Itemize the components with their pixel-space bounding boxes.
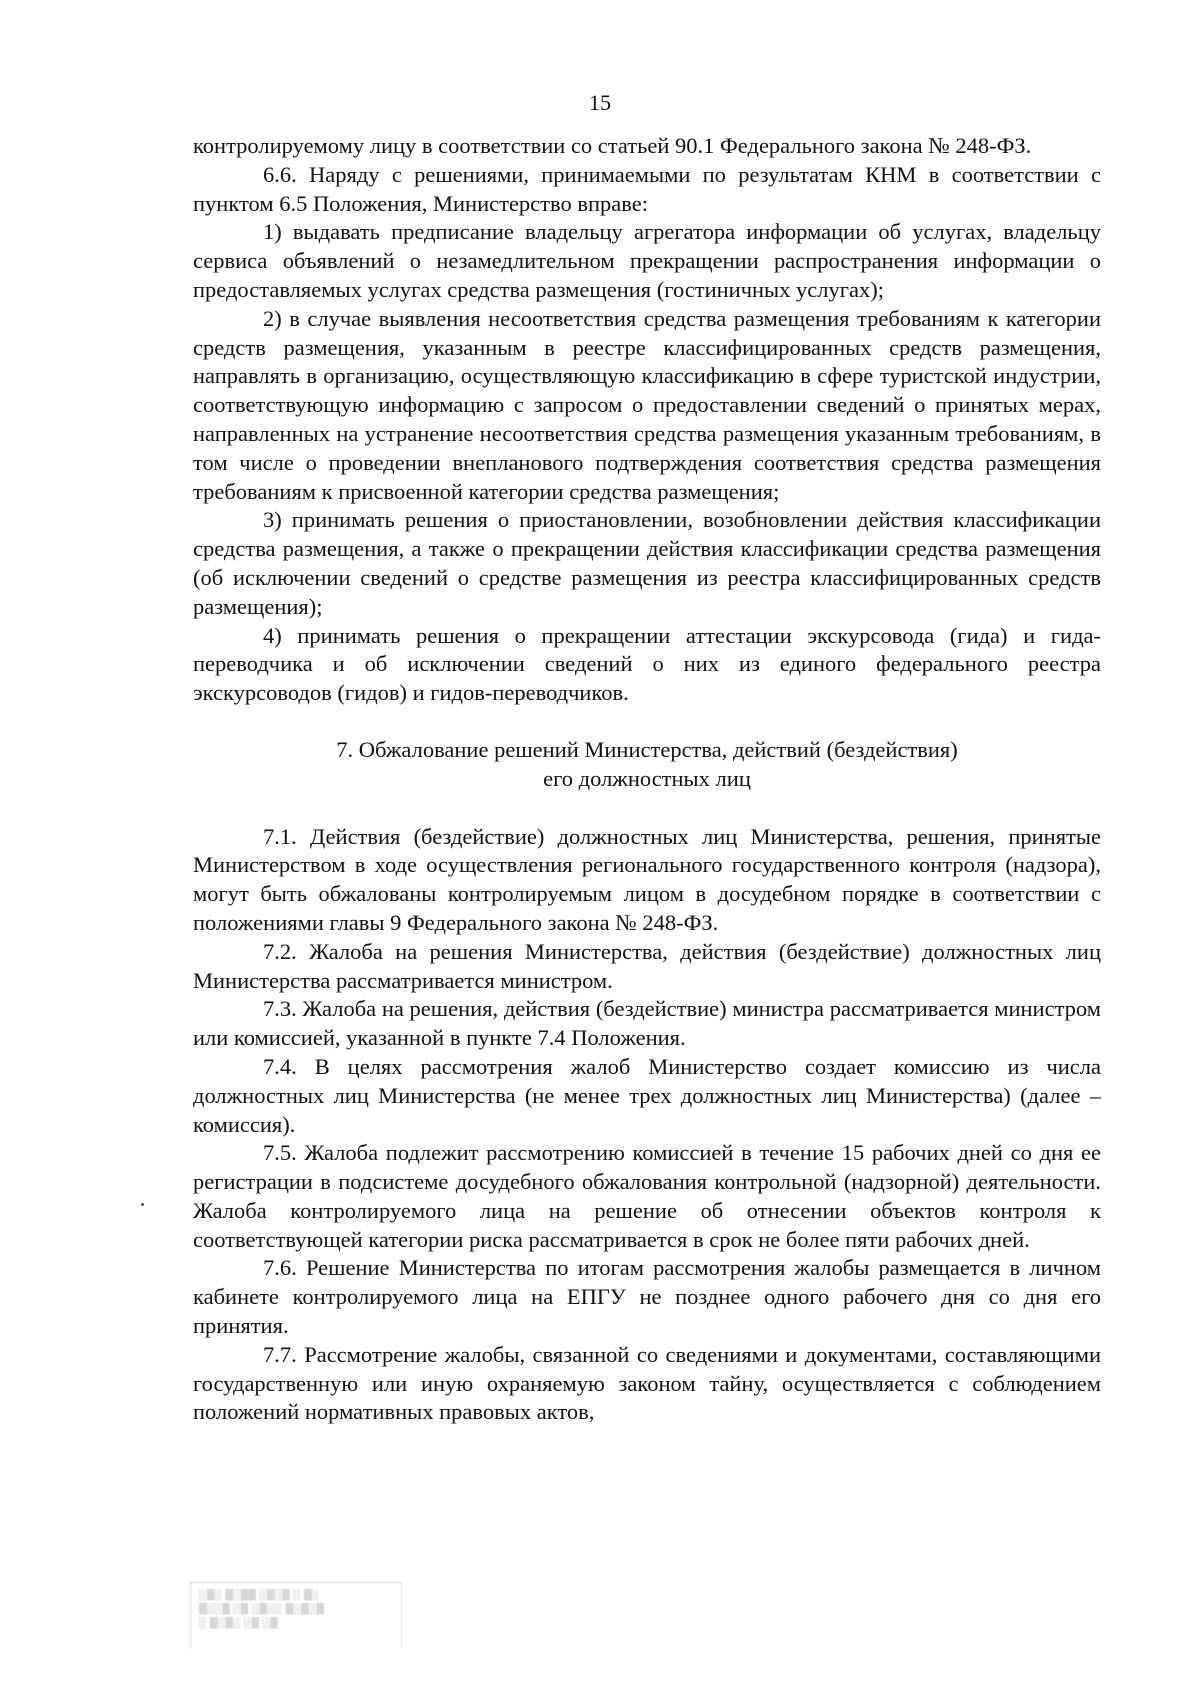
- list-item-1: 1) выдавать предписание владельцу агрегатора информации об услугах, владельцу сервиса объявлений о незамедлительном прекращении распространения информации о предоставляемых услугах средства размещения (гостиничных услугах);: [193, 219, 1101, 302]
- paragraph-7-4: 7.4. В целях рассмотрения жалоб Министерство создает комиссию из числа должностных лиц Министерства (не менее трех должностных лиц Министерства) (далее – комиссия).: [193, 1053, 1101, 1137]
- faded-stamp-line: ░▒░ ▒░▒▒ ░▒░▒ ░ ▒░: [199, 1590, 320, 1601]
- faded-stamp-line: ░ ▒░▒░ ░▒ ░▒: [199, 1618, 278, 1629]
- page-number: 15: [589, 90, 611, 115]
- paragraph-7-1: 7.1. Действия (бездействие) должностных лиц Министерства, решения, принятые Министерством в ходе осуществления регионального государственного контроля (надзора), могут быть обжалованы контролируемым лицом в досудебном порядке в соответствии с положениями главы 9 Федерального закона № 248-ФЗ.: [193, 823, 1101, 935]
- list-item-4: 4) принимать решения о прекращении аттестации экскурсовода (гида) и гида-переводчика и об исключении сведений о них из единого федерального реестра экскурсоводов (гидов) и гидов-переводчиков.: [193, 622, 1101, 706]
- paragraph-6-6: 6.6. Наряду с решениями, принимаемыми по результатам КНМ в соответствии с пунктом 6.5 Положения, Министерство вправе:: [193, 161, 1101, 216]
- paragraph-7-2: 7.2. Жалоба на решения Министерства, действия (бездействие) должностных лиц Министерства рассматривается министром.: [193, 938, 1101, 993]
- paragraph-continuation: контролируемому лицу в соответствии со статьей 90.1 Федерального закона № 248-ФЗ.: [193, 133, 1032, 158]
- paragraph-7-3: 7.3. Жалоба на решения, действия (бездействие) министра рассматривается министром или комиссией, указанной в пункте 7.4 Положения.: [193, 996, 1101, 1051]
- list-item-3: 3) принимать решения о приостановлении, возобновлении действия классификации средства размещения, а также о прекращении действия классификации средства размещения (об исключении сведений о средстве размещения из реестра классифицированных средств размещения);: [193, 507, 1101, 619]
- scan-speck: [141, 1203, 144, 1206]
- section-7-heading: [193, 736, 1101, 794]
- paragraph-7-6: 7.6. Решение Министерства по итогам рассмотрения жалобы размещается в личном кабинете контролируемого лица на ЕПГУ не позднее одного рабочего дня со дня его принятия.: [193, 1255, 1101, 1339]
- paragraph-7-5: 7.5. Жалоба подлежит рассмотрению комиссией в течение 15 рабочих дней со дня ее регистрации в подсистеме досудебного обжалования контрольной (надзорной) деятельности. Жалоба контролируемого лица на решение об отнесении объектов контроля к соответствующей категории риска рассматривается в срок не более пяти рабочих дней.: [193, 1140, 1101, 1252]
- document-body: [193, 132, 1101, 1427]
- section-7-heading-line-1: 7. Обжалование решений Министерства, действий (бездействия): [336, 736, 958, 762]
- section-7-heading-line-2: его должностных лиц: [543, 765, 751, 791]
- faded-stamp-line: ▒░░▒ ░▒ ░▒░░ ▒░▒░▒: [199, 1604, 324, 1615]
- list-item-2: 2) в случае выявления несоответствия средства размещения требованиям к категории средств размещения, указанным в реестре классифицированных средств размещения, направлять в организацию, осуществляющую классификацию в сфере туристской индустрии, соответствующую информацию с запросом о предоставлении сведений о принятых мерах, направленных на устранение несоответствия средства размещения указанным требованиям, в том числе о проведении внепланового подтверждения соответствия средства размещения требованиям к присвоенной категории средства размещения;: [193, 305, 1101, 504]
- faded-stamp: [190, 1582, 402, 1648]
- paragraph-7-7: 7.7. Рассмотрение жалобы, связанной со сведениями и документами, составляющими государственную или иную охраняемую законом тайну, осуществляется с соблюдением положений нормативных правовых актов,: [193, 1341, 1101, 1425]
